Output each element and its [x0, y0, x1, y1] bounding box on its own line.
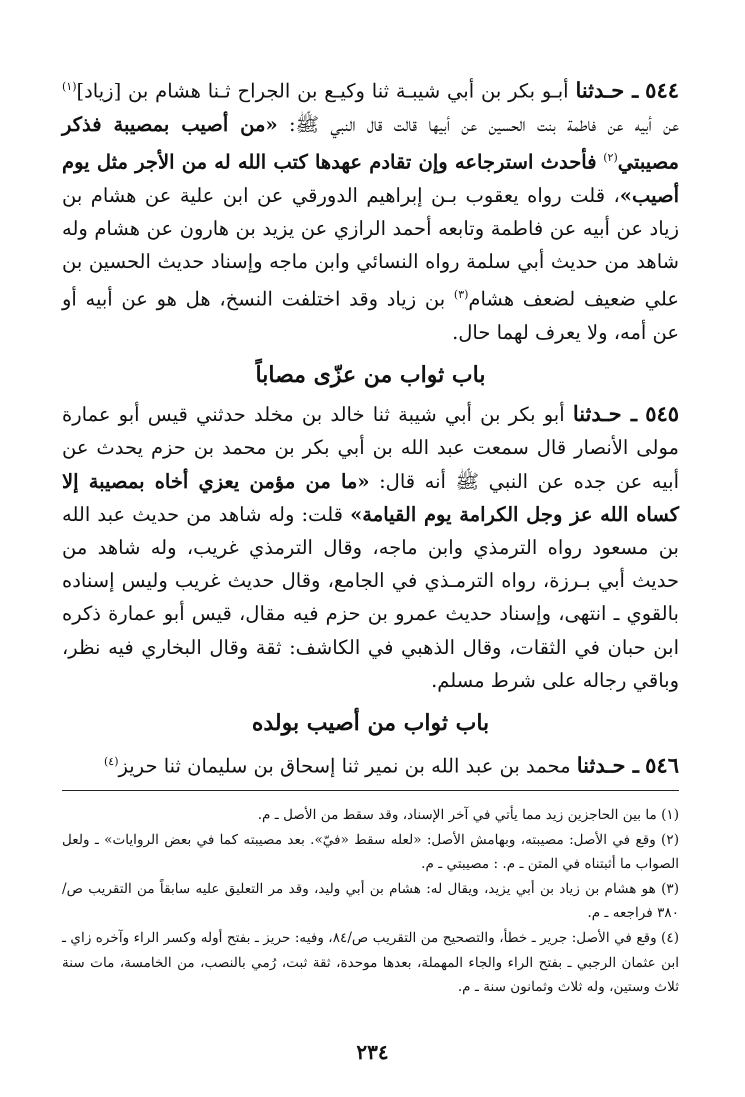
hadith-544-saying: «من أصيب بمصيبة فذكر مصيبتي	[62, 112, 679, 174]
hadith-545-saying: «ما من مؤمن يعزي أخاه بمصيبة إلا كساه الله عز وجل الكرامة يوم القيامة»	[62, 469, 679, 526]
hadith-544-text-1: أبـو بكر بن أبي شيبـة ثنا وكيـع بن الجراح ثـنا هشام بن [زياد]	[76, 79, 569, 103]
footnote-ref-3: (٣)	[453, 288, 469, 302]
hadith-545-text-2: قلت: وله شاهد من حديث عبد الله بن مسعود رواه الترمذي وابن ماجه، وقال الترمذي غريب، وله شاهد من حديث أبي بـرزة، رواه الترمـذي في الجامع، وقال حديث غريب وليس إسناده بالقوي ـ انتهى، وإسناد حديث عمرو بن حزم فيه مقال، قيس أبو عمارة ذكره ابن حبان في الثقات، وقال الذهبي في الكاشف: ثقة وقال البخاري فيه نظر، وباقي رجاله على شرط مسلم.	[62, 502, 679, 692]
hadith-546-text-1: محمد بن عبد الله بن نمير ثنا إسحاق بن سليمان ثنا حريز	[118, 754, 571, 778]
chapter-heading-1: باب ثواب من عزّى مصاباً	[255, 362, 486, 389]
footnote-4: (٤) وقع في الأصل: جرير ـ خطأ، والتصحيح من التقريب ص/٨٤، وفيه: حريز ـ بفتح أوله وكسر الراء وآخره زاي ـ ابن عثمان الرجبي ـ بفتح الراء والجاء المهملة، بعدها موحدة، ثقة ثبت، رُمي بالنصب، من الخامسة، مات سنة ثلاث وستين، وله ثلاث وثمانون سنة ـ م.	[62, 929, 679, 996]
hadith-544-saying-2: فأحدث استرجاعه وإن تقادم عهدها كتب الله له من الأجر مثل يوم أصيب»	[62, 150, 679, 207]
hadith-544-number: ٥٤٤	[645, 77, 680, 103]
footnote-ref-1: (١)	[62, 80, 77, 93]
hadith-544-text-4: بن زياد وقد اختلفت النسخ، هل هو عن أبيه أو عن أمه، ولا يعرف لهما حال.	[62, 287, 679, 344]
hadith-544-lead: ـ حـدثنا	[575, 77, 639, 103]
chapter-heading-2: باب ثواب من أصيب بولده	[251, 709, 490, 736]
hadith-545-paragraph	[62, 397, 679, 697]
page-number: ٢٣٤	[356, 1040, 389, 1064]
footnote-3: (٣) هو هشام بن زياد بن أبي يزيد، ويقال له: هشام بن أبي وليد، وقد مر التعليق عليه سابقاً من التقريب ص/٣٨٠ فراجعه ـ م.	[62, 880, 679, 922]
hadith-544-paragraph	[62, 70, 679, 349]
main-text	[62, 70, 679, 783]
footnote-ref-4: (٤)	[103, 754, 119, 768]
hadith-545-number: ٥٤٥	[645, 401, 680, 427]
hadith-544-text-3: ، قلت رواه يعقوب بـن إبراهيم الدورقي عن ابن علية عن هشام بن زياد عن أبيه عن فاطمة وتابعه أحمد الرازي عن يزيد بن هارون عن هشام وله شاهد من حديث أبي سلمة رواه النسائي وابن ماجه وإسناد حديث الحسين بن علي ضعيف لضعف هشام	[62, 183, 679, 311]
hadith-544-text-2: عن أبيه عن فاطمة بنت الحسين عن أبيها قالت قال النبي ﷺ:	[288, 112, 679, 136]
hadith-546-paragraph	[62, 745, 679, 783]
footnotes-section	[62, 790, 679, 1000]
footnote-ref-2: (٢)	[603, 150, 618, 164]
footnote-2: (٢) وقع في الأصل: مصيبته، وبهامش الأصل: «لعله سقط «فيّ». بعد مصيبته كما في بعض الروايات» ـ ولعل الصواب ما أثبتناه في المتن ـ م. : مصيبتي ـ م.	[62, 831, 679, 873]
footnote-1: (١) ما بين الحاجزين زيد مما يأتي في آخر الإسناد، وقد سقط من الأصل ـ م.	[257, 807, 679, 823]
hadith-546-number: ٥٤٦	[645, 752, 679, 778]
hadith-546-lead: ـ حـدثنا	[576, 752, 639, 778]
hadith-545-lead: ـ حـدثنا	[572, 401, 637, 427]
hadith-545-text-1: أبو بكر بن أبي شيبة ثنا خالد بن مخلد حدثني قيس أبو عمارة مولى الأنصار قال سمعت عبد الله بن أبي بكر بن محمد بن حزم يحدث عن أبيه عن جده عن النبي ﷺ أنه قال:	[62, 403, 679, 493]
